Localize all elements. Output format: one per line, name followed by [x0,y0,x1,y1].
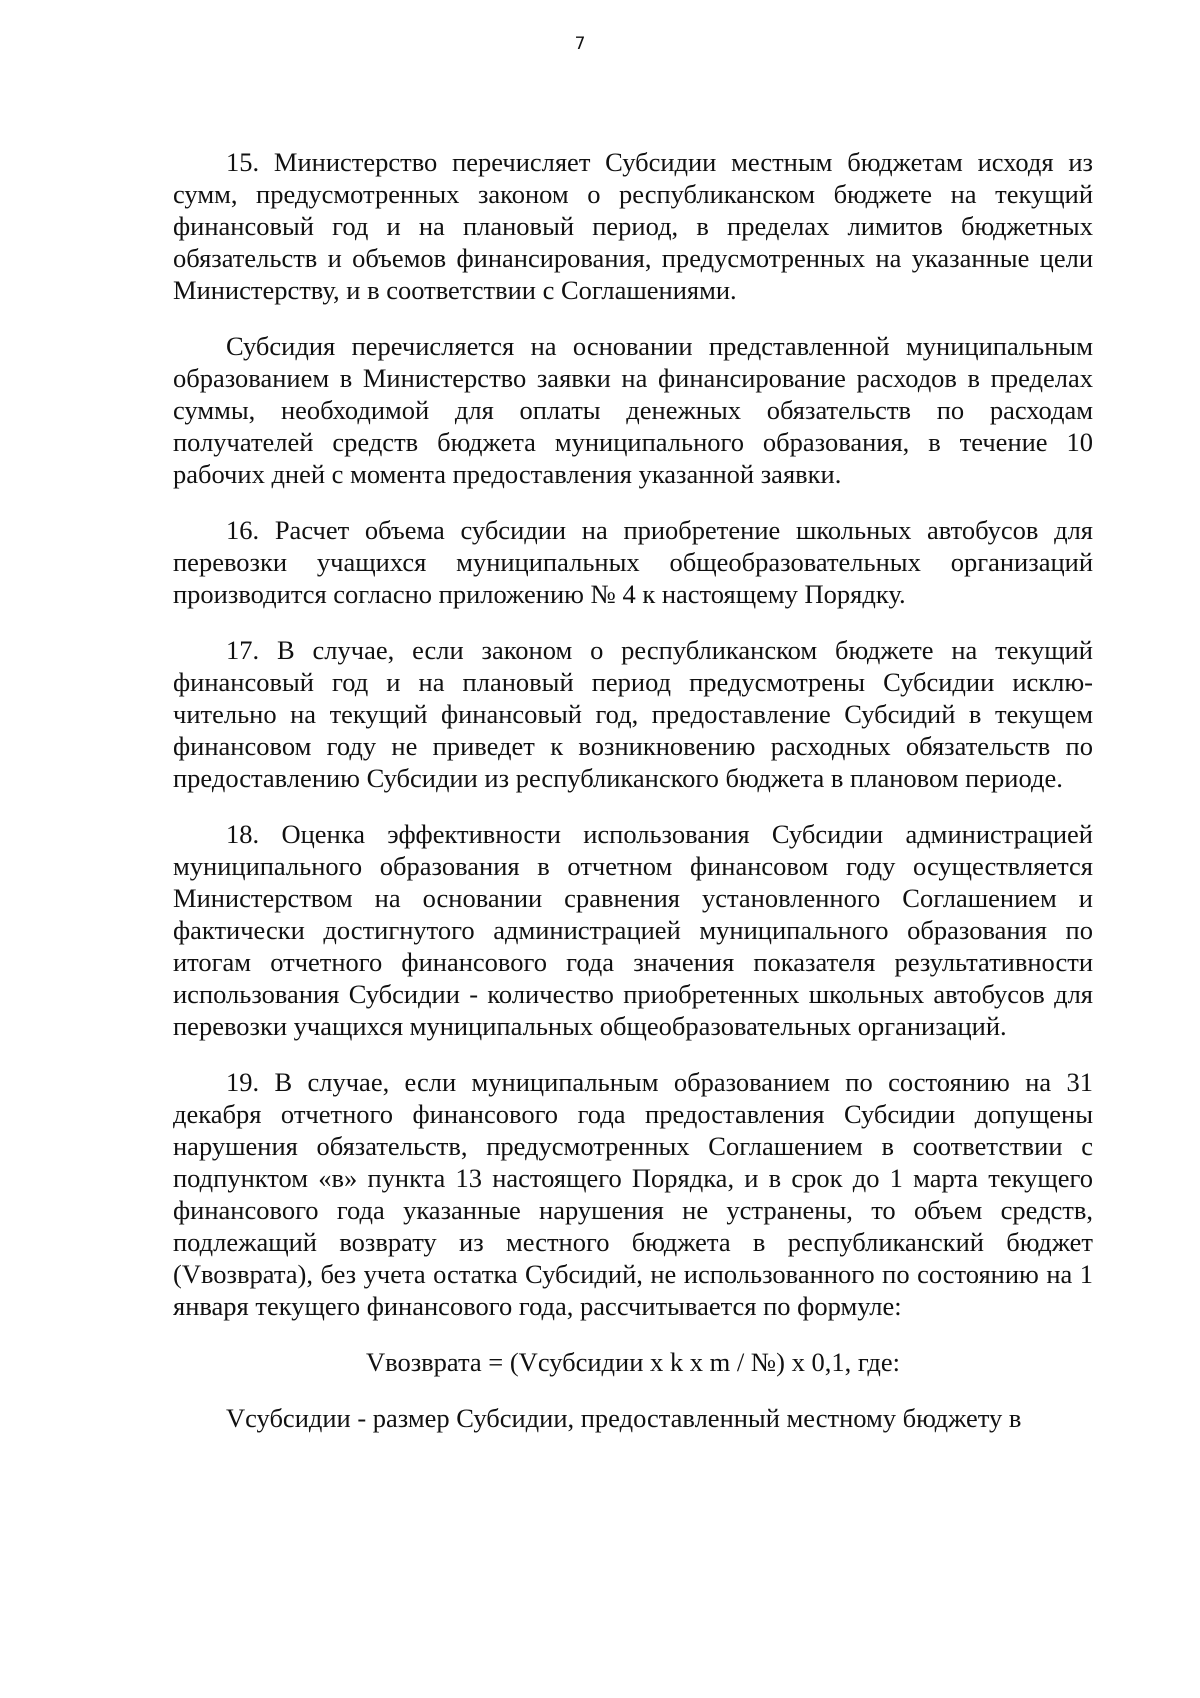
paragraph-16: 16. Расчет объема субсидии на приобретение школьных автобусов для перевозки учащихся муниципальных общеобразовательных организаций производится согласно приложению № 4 к настоящему Порядку. [173,515,1093,609]
paragraph-18: 18. Оценка эффективности использования Субсидии администрацией муниципального образования в отчетном финансовом году осуществляется Министерством на основании сравнения установленного Соглашением и фактически достигнутого администрацией муниципального образования по итогам отчетного финансового года значения показателя результативности использования Субсидии - количество приобретенных школьных автобусов для перевозки учащихся муниципальных общеобразовательных организаций. [173,819,1093,1041]
paragraph-19: 19. В случае, если муниципальным образованием по состоянию на 31 декабря отчетного финансового года предоставления Субсидии допущены нарушения обязательств, предусмотренных Соглашением в соответствии с подпунктом «в» пункта 13 настоящего Порядка, и в срок до 1 марта текущего финансового года указанные нарушения не устранены, то объем средств, подлежащий возврату из местного бюджета в республиканский бюджет (Vвозврата), без учета остатка Субсидий, не использованного по состоянию на 1 января текущего финансового года, рассчитывается по формуле: [173,1067,1093,1321]
formula-vozvrata: Vвозврата = (Vсубсидии x k x m / №) x 0,1, где: [365,1347,901,1377]
document-body [173,146,1093,1458]
paragraph-subsidy-transfer: Субсидия перечисляется на основании представленной муниципальным образованием в Министерство заявки на финансирование расходов в пределах суммы, необходимой для оплаты денежных обязательств по расходам получателей средств бюджета муниципального образования, в течение 10 рабочих дней с момента предоставления указанной заявки. [173,331,1093,489]
page-number: 7 [574,34,586,54]
definition-vsubsidii: Vсубсидии - размер Субсидии, предоставленный местному бюджету в [226,1403,1022,1433]
paragraph-15: 15. Министерство перечисляет Субсидии местным бюджетам исходя из сумм, предусмотренных законом о республиканском бюджете на текущий финансовый год и на плановый период, в пределах лимитов бюджетных обязательств и объемов финансирования, предусмотренных на указанные цели Министерству, и в соответствии с Соглашениями. [173,147,1093,305]
paragraph-17: 17. В случае, если законом о республиканском бюджете на текущий финансовый год и на плановый период предусмотрены Субсидии исключительно на текущий финансовый год, предоставление Субсидий в текущем финансовом году не приведет к возникновению расходных обязательств по предоставлению Субсидии из республиканского бюджета в плановом периоде. [173,635,1093,793]
